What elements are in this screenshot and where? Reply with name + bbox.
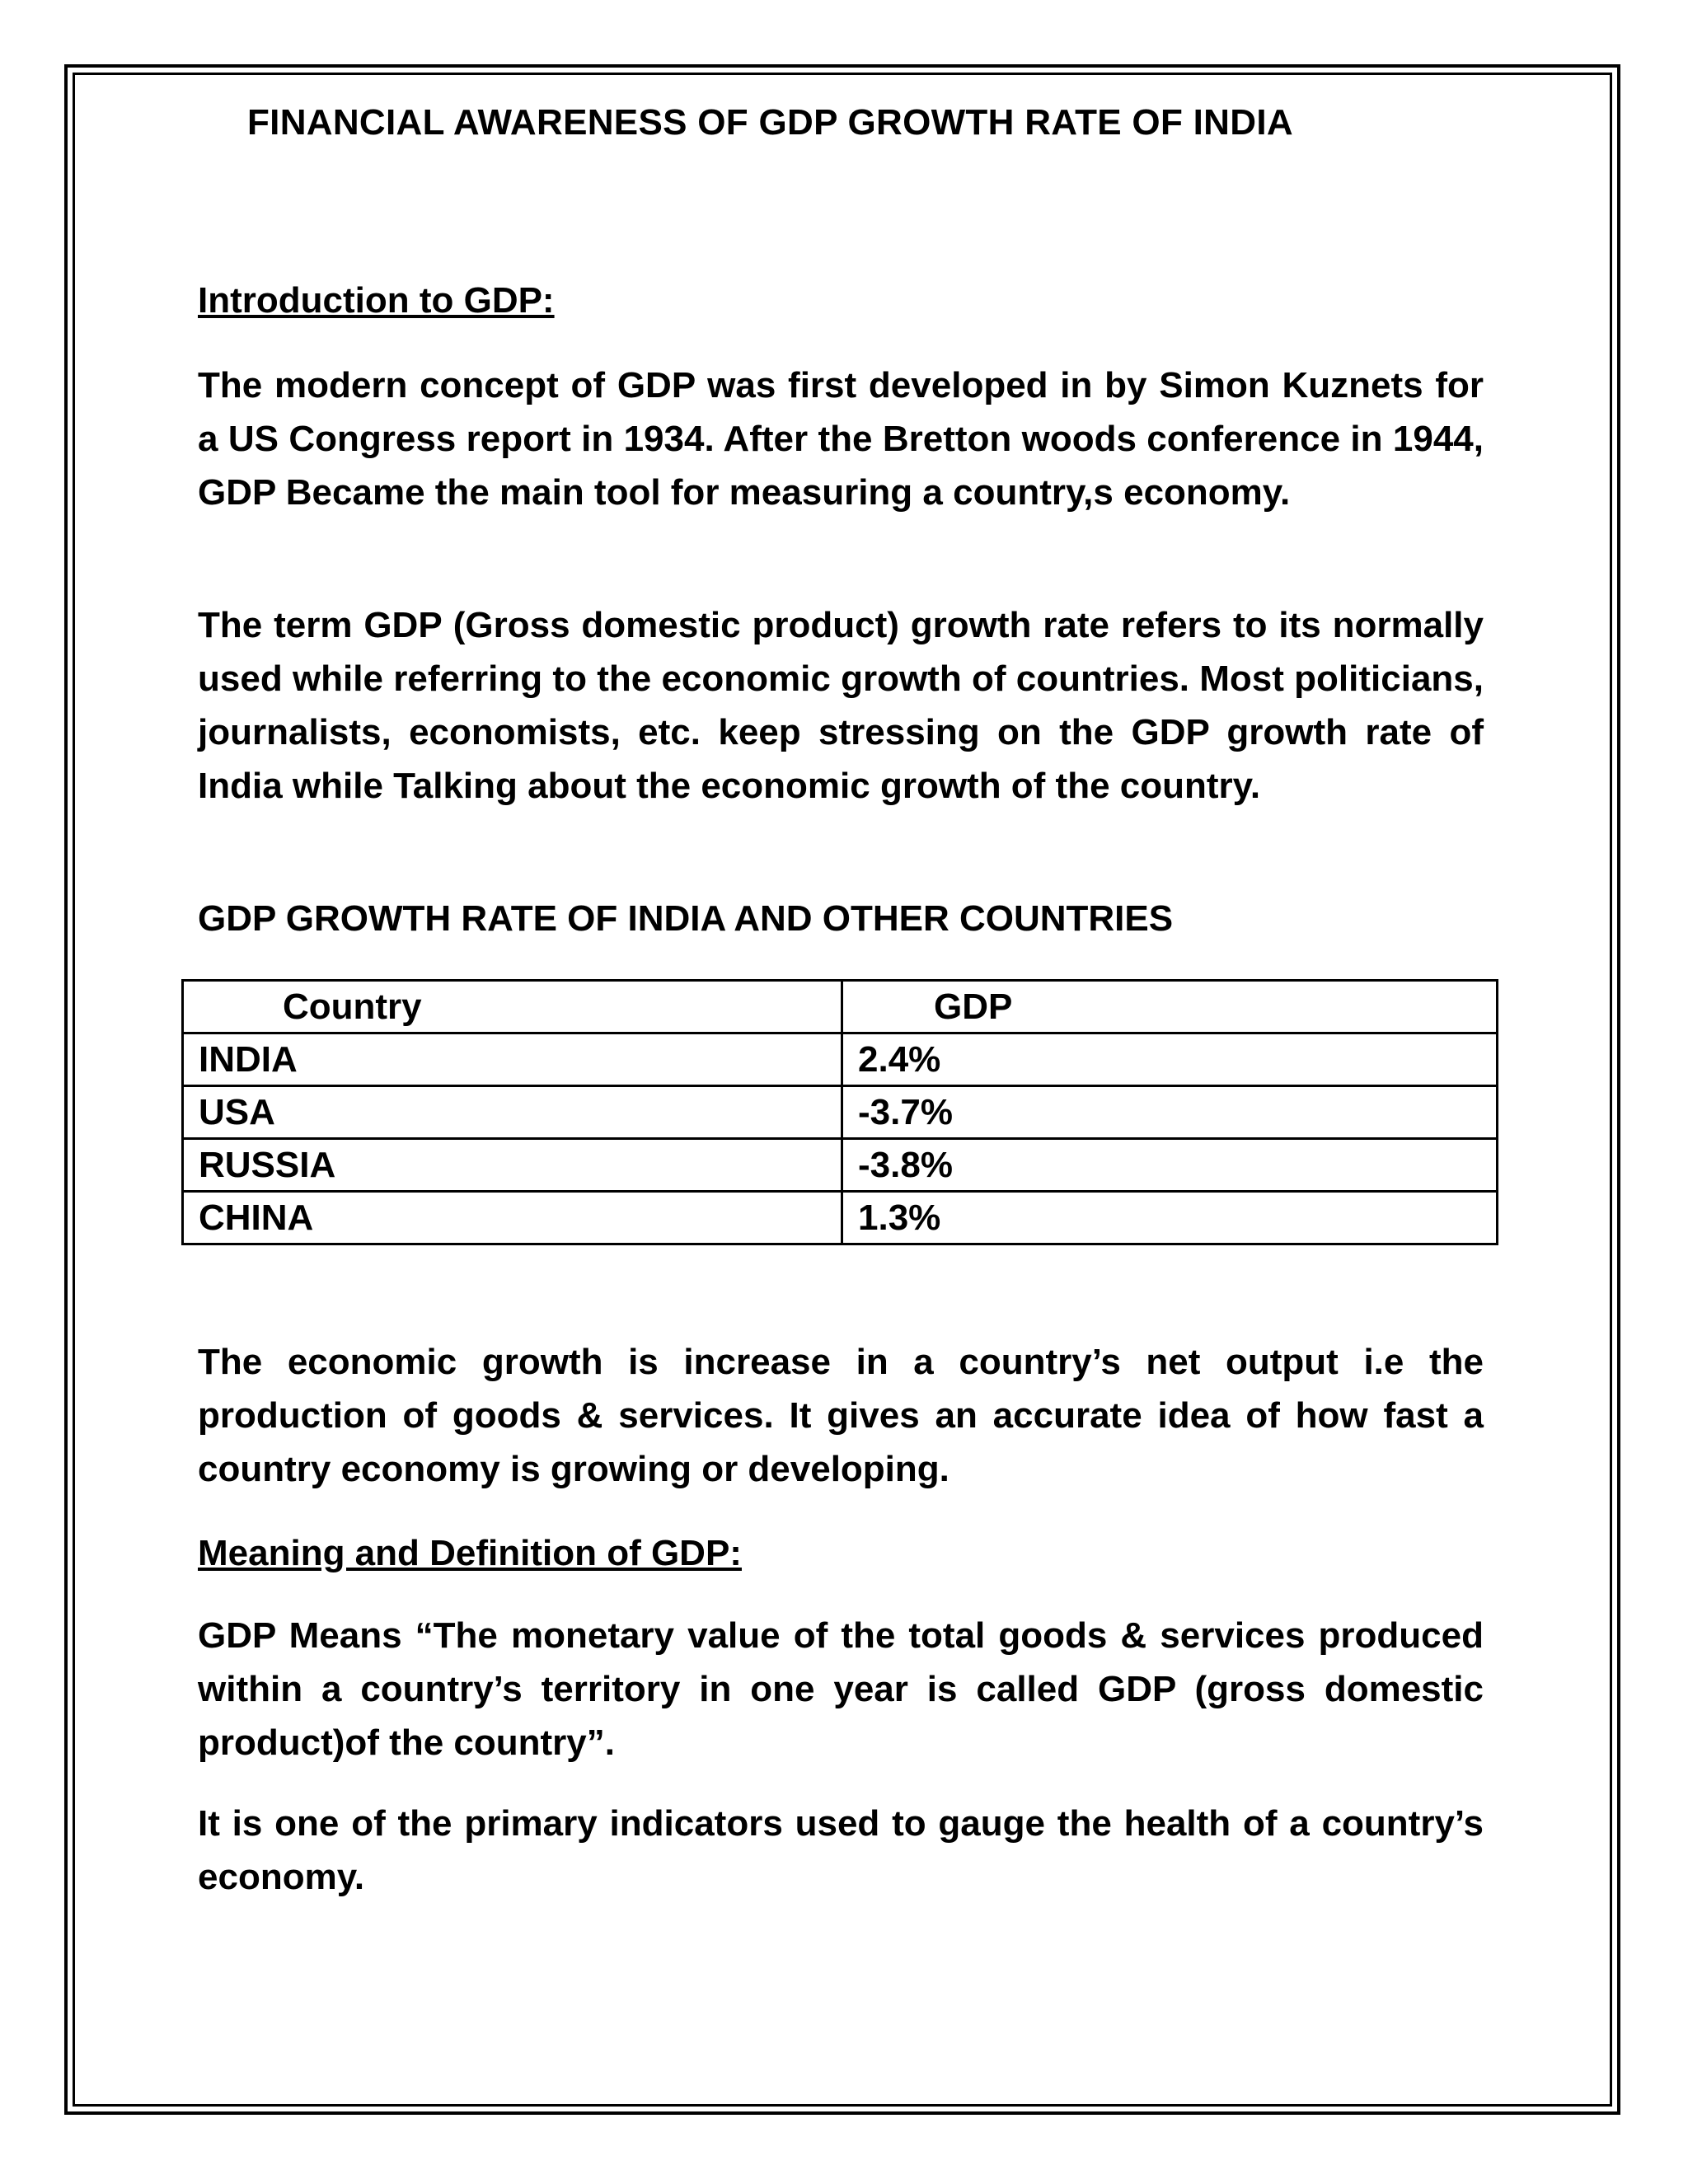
- economic-growth-paragraph: The economic growth is increase in a country’s net output i.e the production of goods & services. It gives an accurate idea of how fast a country economy is growing or developing.: [198, 1342, 1484, 1489]
- meaning-paragraph-2: It is one of the primary indicators used to gauge the health of a country’s economy.: [198, 1803, 1484, 1897]
- gdp-cell: -3.8%: [842, 1139, 1498, 1192]
- table-row: [183, 1192, 1498, 1244]
- table-header-row: [183, 981, 1498, 1033]
- gdp-cell: 2.4%: [842, 1033, 1498, 1086]
- header-gdp: GDP: [842, 981, 1498, 1033]
- intro-paragraph-2: The term GDP (Gross domestic product) growth rate refers to its normally used while referring to the economic growth of countries. Most politicians, journalists, economists, etc. keep stressing on the GDP growth rate of India while Talking about the economic growth of the country.: [198, 605, 1484, 806]
- intro-heading: Introduction to GDP:: [198, 280, 555, 321]
- meaning-heading: Meaning and Definition of GDP:: [198, 1533, 742, 1573]
- country-cell: USA: [183, 1086, 842, 1139]
- gdp-table: [181, 979, 1498, 1245]
- table-row: [183, 1033, 1498, 1086]
- gdp-cell: -3.7%: [842, 1086, 1498, 1139]
- country-cell: CHINA: [183, 1192, 842, 1244]
- document-title: FINANCIAL AWARENESS OF GDP GROWTH RATE OF INDIA: [247, 102, 1293, 143]
- table-caption: GDP GROWTH RATE OF INDIA AND OTHER COUNTRIES: [198, 898, 1174, 939]
- country-cell: RUSSIA: [183, 1139, 842, 1192]
- table-row: [183, 1139, 1498, 1192]
- intro-paragraph-1: The modern concept of GDP was first developed in by Simon Kuznets for a US Congress report in 1934. After the Bretton woods conference in 1944, GDP Became the main tool for measuring a country,s economy.: [198, 365, 1484, 513]
- gdp-cell: 1.3%: [842, 1192, 1498, 1244]
- country-cell: INDIA: [183, 1033, 842, 1086]
- header-country: Country: [183, 981, 842, 1033]
- table-row: [183, 1086, 1498, 1139]
- meaning-paragraph-1: GDP Means “The monetary value of the total goods & services produced within a country’s territory in one year is called GDP (gross domestic product)of the country”.: [198, 1615, 1484, 1763]
